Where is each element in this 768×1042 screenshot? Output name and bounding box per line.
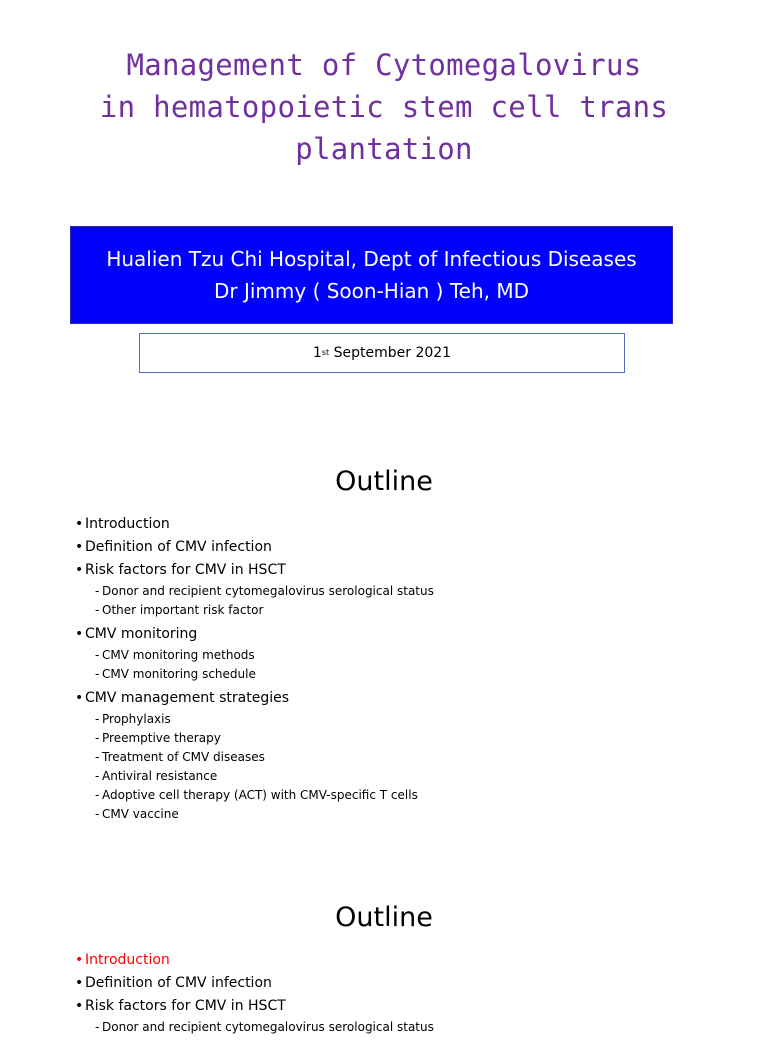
outline-item-label: Introduction [85, 516, 170, 532]
bullet-icon: • [75, 952, 84, 968]
outline-sub-item [95, 582, 735, 601]
outline-sub-item-label: Prophylaxis [102, 712, 171, 726]
author-banner [70, 226, 673, 324]
presentation-date: 1 st September 2021 [139, 333, 625, 373]
outline-item [75, 538, 735, 557]
outline-sub-item [95, 710, 735, 729]
outline-item [75, 689, 735, 824]
outline-sub-item-label: CMV monitoring schedule [102, 667, 256, 681]
outline-sub-item-label: CMV monitoring methods [102, 648, 255, 662]
dash-icon: - [95, 750, 100, 764]
outline-sub-item-label: Donor and recipient cytomegalovirus serological status [102, 584, 434, 598]
dash-icon: - [95, 731, 100, 745]
outline-sub-list [75, 646, 735, 684]
outline-item [75, 997, 735, 1037]
outline-item-label: CMV management strategies [85, 690, 290, 706]
title-line-2: in hematopoietic stem cell trans [99, 90, 669, 124]
outline-sub-list [75, 710, 735, 824]
date-month-year: September 2021 [329, 345, 452, 361]
outline-item [75, 625, 735, 684]
outline-heading: Outline [335, 902, 433, 933]
bullet-icon: • [75, 516, 84, 532]
outline-item-label: Risk factors for CMV in HSCT [85, 998, 286, 1014]
date-day: 1 [312, 345, 322, 361]
title-line-1: Management of Cytomegalovirus [126, 48, 642, 82]
outline-item [75, 974, 735, 993]
outline-sub-list [75, 582, 735, 620]
outline-sub-item-label: CMV vaccine [102, 807, 179, 821]
outline-item-label: Introduction [85, 952, 170, 968]
dash-icon: - [95, 712, 100, 726]
outline-item [75, 515, 735, 534]
title-line-3: plantation [295, 132, 473, 166]
outline-sub-item [95, 748, 735, 767]
presentation-title [30, 44, 738, 170]
dash-icon: - [95, 1020, 100, 1034]
outline-sub-item-label: Antiviral resistance [102, 769, 218, 783]
outline-heading: Outline [335, 466, 433, 497]
outline-sub-item-label: Donor and recipient cytomegalovirus serological status [102, 1020, 434, 1034]
outline-sub-item-label: Treatment of CMV diseases [102, 750, 265, 764]
outline-item-current [75, 951, 735, 970]
outline-sub-item-label: Adoptive cell therapy (ACT) with CMV-specific T cells [102, 788, 418, 802]
outline-sub-item [95, 786, 735, 805]
outline-sub-item-label: Preemptive therapy [102, 731, 221, 745]
outline-sub-item [95, 729, 735, 748]
outline-sub-item-label: Other important risk factor [102, 603, 264, 617]
bullet-icon: • [75, 975, 84, 991]
outline-item-label: Definition of CMV infection [85, 539, 272, 555]
dash-icon: - [95, 788, 100, 802]
bullet-icon: • [75, 998, 84, 1014]
outline-slide-1 [0, 440, 768, 840]
outline-item [75, 561, 735, 620]
dash-icon: - [95, 769, 100, 783]
outline-sub-item [95, 601, 735, 620]
title-slide [0, 0, 768, 400]
outline-item-label: CMV monitoring [85, 626, 198, 642]
outline-item-label: Risk factors for CMV in HSCT [85, 562, 286, 578]
bullet-icon: • [75, 690, 84, 706]
dash-icon: - [95, 584, 100, 598]
outline-list [75, 515, 735, 829]
outline-sub-item [95, 1018, 735, 1037]
dash-icon: - [95, 648, 100, 662]
outline-sub-item [95, 646, 735, 665]
bullet-icon: • [75, 626, 84, 642]
dash-icon: - [95, 807, 100, 821]
outline-item-label: Definition of CMV infection [85, 975, 272, 991]
author-name: Dr Jimmy ( Soon-Hian ) Teh, MD [213, 279, 530, 303]
bullet-icon: • [75, 562, 84, 578]
dash-icon: - [95, 603, 100, 617]
hospital-department: Hualien Tzu Chi Hospital, Dept of Infectious Diseases [106, 247, 637, 271]
outline-sub-item [95, 805, 735, 824]
outline-list [75, 951, 735, 1042]
outline-sub-list [75, 1018, 735, 1037]
outline-sub-item [95, 767, 735, 786]
dash-icon: - [95, 667, 100, 681]
bullet-icon: • [75, 539, 84, 555]
outline-slide-2 [0, 876, 768, 1034]
outline-sub-item [95, 665, 735, 684]
